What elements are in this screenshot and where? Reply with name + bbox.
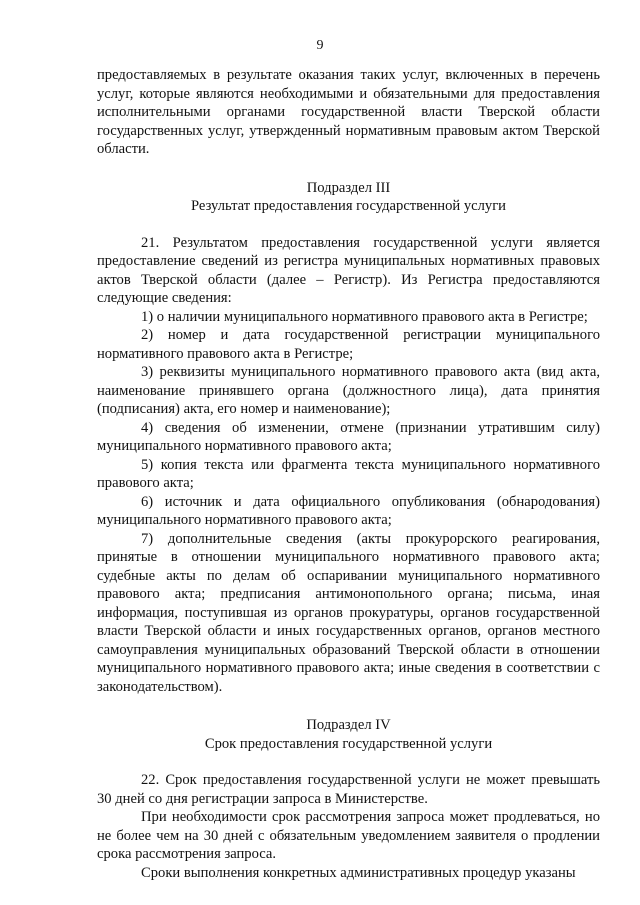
subsection-iii-subtitle: Результат предоставления государственной услуги <box>191 198 506 214</box>
list-item-2: 2) номер и дата государственной регистрации муниципального нормативного правового акта в Регистре; <box>97 327 600 362</box>
paragraph-21: 21. Результатом предоставления государственной услуги является предоставление сведений из регистра муниципальных нормативных правовых актов Тверской области (далее – Регистр). Из Регистра предоставляются следующие сведения: <box>97 234 600 306</box>
list-item-3: 3) реквизиты муниципального нормативного правового акта (вид акта, наименование принявшего органа (должностного лица), дата принятия (подписания) акта, его номер и наименование); <box>97 364 600 417</box>
subsection-iv-subtitle: Срок предоставления государственной услуги <box>204 735 493 752</box>
list-item-7: 7) дополнительные сведения (акты прокурорского реагирования, принятые в отношении муниципального нормативного правового акта; судебные акты по делам об оспаривании муниципального нормативного правового акта; предписания антимонопольного органа; письма, иная информация, поступившая из органов прокуратуры, органов государственной власти Тверской области и иных государственных органов, органов местного самоуправления муниципальных образований Тверской области в отношении муниципального нормативного правового акта; иные сведения в соответствии с законодательством). <box>97 530 600 695</box>
list-item-1: 1) о наличии муниципального нормативного правового акта в Регистре; <box>141 308 588 325</box>
paragraph-continuation: предоставляемых в результате оказания таких услуг, включенных в перечень услуг, которые являются необходимыми и обязательными для предоставления исполнительными органами государственной власти Тверской области государственных услуг, утвержденный нормативным правовым актом Тверской области. <box>97 67 600 157</box>
paragraph-22-extension: При необходимости срок рассмотрения запроса может продлеваться, но не более чем на 30 дней с обязательным уведомлением заявителя о продлении срока рассмотрения запроса. <box>97 809 600 862</box>
paragraph-22: 22. Срок предоставления государственной услуги не может превышать 30 дней со дня регистрации запроса в Министерстве. <box>97 772 600 807</box>
subsection-iii-title: Подраздел III <box>306 179 391 196</box>
list-item-6: 6) источник и дата официального опубликования (обнародования) муниципального нормативного правового акта; <box>97 493 600 528</box>
document-body <box>97 66 600 882</box>
list-item-5: 5) копия текста или фрагмента текста муниципального нормативного правового акта; <box>97 456 600 491</box>
subsection-iv-title: Подраздел IV <box>306 717 391 733</box>
paragraph-22-deadlines: Сроки выполнения конкретных административных процедур указаны <box>141 864 576 881</box>
list-item-4: 4) сведения об изменении, отмене (признании утратившим силу) муниципального нормативного правового акта; <box>97 419 600 454</box>
page-number: 9 <box>316 38 324 53</box>
